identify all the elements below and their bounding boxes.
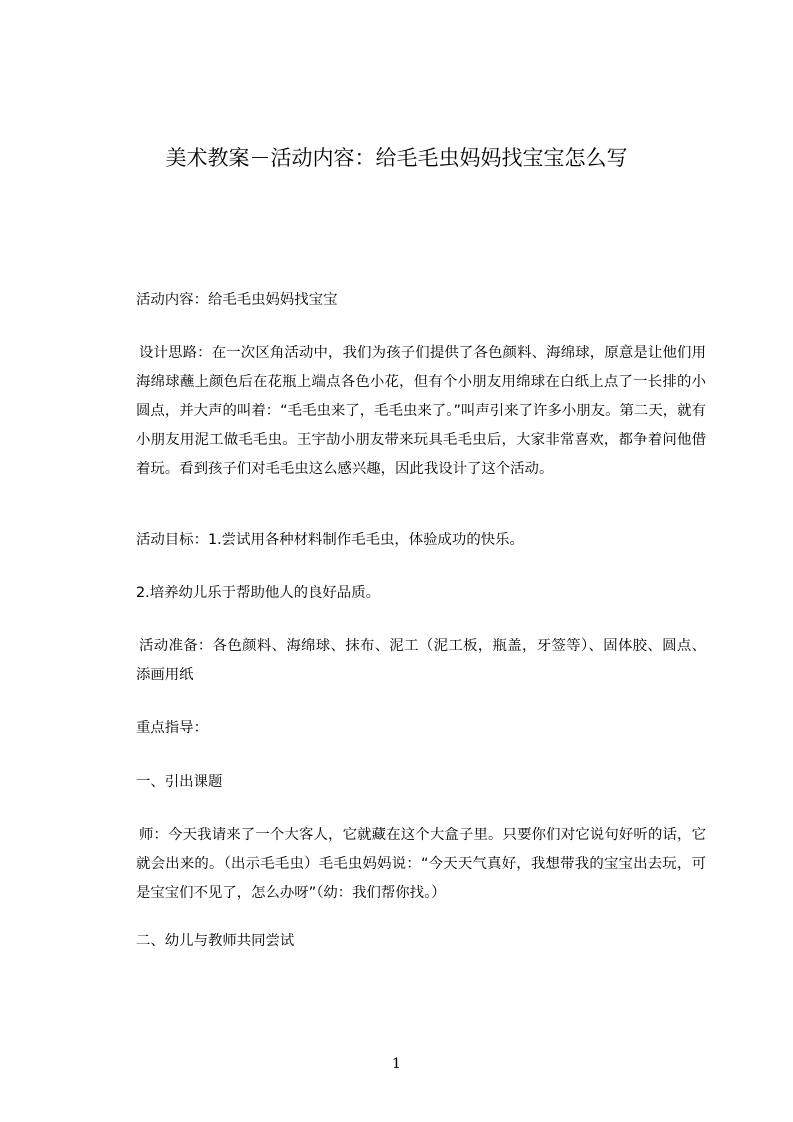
design-idea-paragraph: 设计思路：在一次区角活动中，我们为孩子们提供了各色颜料、海绵球，原意是让他们用海绵球蘸上颜色后在花瓶上端点各色小花，但有个小朋友用绵球在白纸上点了一长排的小圆点，并大声的叫着：“毛毛虫来了，毛毛虫来了。”叫声引来了许多小朋友。第二天，就有小朋友用泥工做毛毛虫。王宇劼小朋友带来玩具毛毛虫后，大家非常喜欢，都争着问他借着玩。看到孩子们对毛毛虫这么感兴趣，因此我设计了这个活动。: [136, 345, 706, 477]
section-2-heading: 二、幼儿与教师共同尝试: [136, 933, 295, 949]
goal-1-paragraph: 活动目标：1.尝试用各种材料制作毛毛虫，体验成功的快乐。: [136, 532, 524, 548]
document-title: 美术教案－活动内容：给毛毛虫妈妈找宝宝怎么写: [165, 146, 628, 170]
goal-2-paragraph: 2.培养幼儿乐于帮助他人的良好品质。: [136, 585, 380, 601]
page-number: 1: [392, 1056, 401, 1072]
preparation-paragraph: 活动准备：各色颜料、海绵球、抹布、泥工（泥工板，瓶盖，牙签等）、固体胶、圆点、添画用纸: [136, 638, 706, 683]
section-1-heading: 一、引出课题: [136, 774, 223, 790]
activity-content-paragraph: 活动内容：给毛毛虫妈妈找宝宝: [136, 292, 338, 308]
teacher-speech-paragraph: 师：今天我请来了一个大客人，它就藏在这个大盒子里。只要你们对它说句好听的话，它就会出来的。（出示毛毛虫）毛毛虫妈妈说：“今天天气真好，我想带我的宝宝出去玩，可是宝宝们不见了，怎么办呀”（幼：我们帮你找。）: [136, 827, 706, 901]
key-guidance-heading: 重点指导：: [136, 720, 208, 736]
